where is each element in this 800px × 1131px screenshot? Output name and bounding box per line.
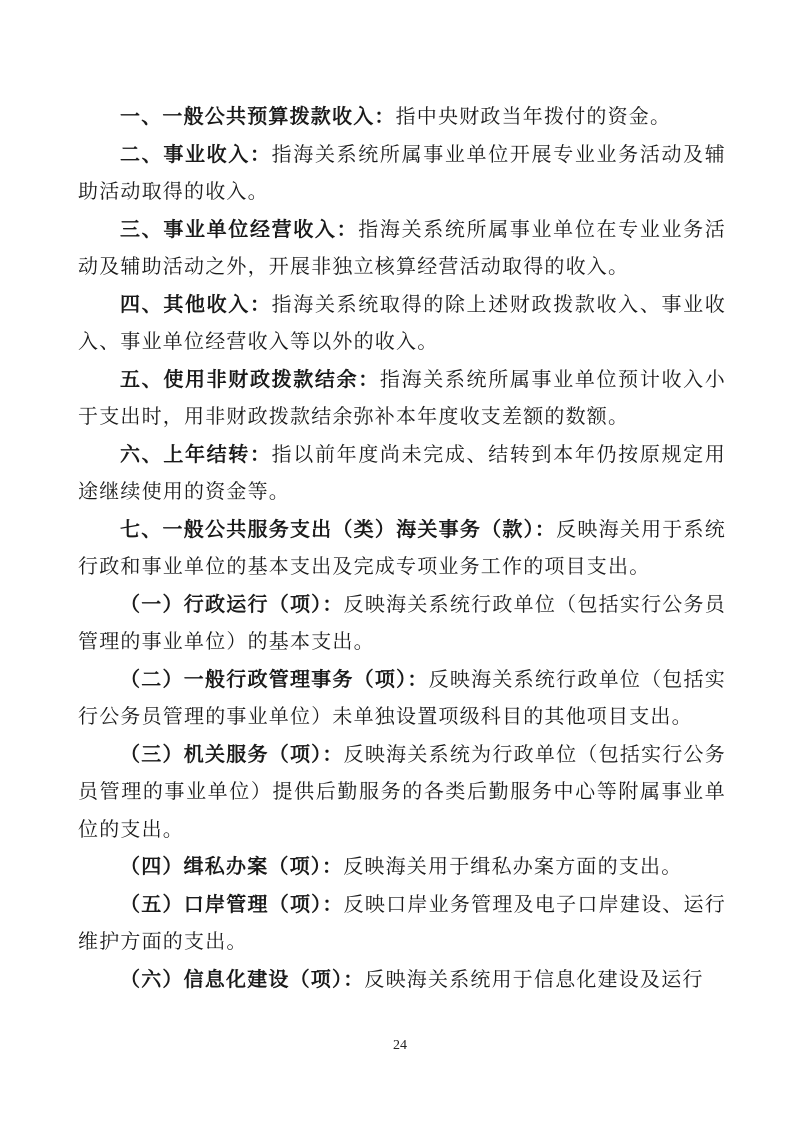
- term-definition: 指中央财政当年拨付的资金。: [395, 104, 672, 128]
- paragraph-operating-income: [78, 211, 726, 286]
- term-definition: 指海关系统所属事业单位开展专业业务活动及辅助活动取得的收入。: [78, 141, 727, 203]
- term-label: （二）一般行政管理事务（项）：: [120, 666, 429, 691]
- paragraph-administrative-operation: [78, 586, 726, 661]
- paragraph-previous-year-carryover: [78, 436, 726, 511]
- term-definition: 反映海关系统行政单位（包括实行公务员管理的事业单位）未单独设置项级科目的其他项目支出。: [78, 666, 726, 728]
- paragraph-port-management: [78, 886, 726, 961]
- term-definition: 指以前年度尚未完成、结转到本年仍按原规定用途继续使用的资金等。: [78, 441, 727, 503]
- term-label: （三）机关服务（项）：: [120, 741, 344, 766]
- term-label: 一、一般公共预算拨款收入：: [120, 104, 396, 128]
- paragraph-general-administration: [78, 661, 726, 736]
- term-definition: 反映口岸业务管理及电子口岸建设、运行维护方面的支出。: [78, 891, 726, 953]
- page-number: 24: [393, 1038, 407, 1053]
- term-label: （五）口岸管理（项）：: [120, 891, 344, 916]
- term-label: （六）信息化建设（项）：: [120, 966, 365, 991]
- term-label: 五、使用非财政拨款结余：: [120, 366, 380, 391]
- term-label: 七、一般公共服务支出（类）海关事务（款）：: [120, 516, 557, 541]
- term-definition: 指海关系统取得的除上述财政拨款收入、事业收入、事业单位经营收入等以外的收入。: [78, 291, 727, 353]
- term-label: （四）缉私办案（项）：: [120, 854, 344, 878]
- term-definition: 指海关系统所属事业单位预计收入小于支出时，用非财政拨款结余弥补本年度收支差额的数额。: [78, 366, 727, 428]
- term-label: 四、其他收入：: [120, 291, 272, 316]
- paragraph-general-budget-income: [78, 98, 726, 136]
- paragraph-non-fiscal-surplus: [78, 361, 726, 436]
- term-definition: 反映海关用于系统行政和事业单位的基本支出及完成专项业务工作的项目支出。: [78, 516, 726, 578]
- term-label: （一）行政运行（项）：: [120, 591, 344, 616]
- paragraph-customs-affairs: [78, 511, 726, 586]
- term-label: 二、事业收入：: [120, 141, 272, 166]
- term-definition: 反映海关用于缉私办案方面的支出。: [343, 854, 683, 878]
- term-label: 六、上年结转：: [120, 441, 272, 466]
- term-definition: 反映海关系统用于信息化建设及运行: [364, 966, 704, 991]
- document-body: [78, 98, 726, 998]
- paragraph-informatization: [78, 961, 726, 999]
- paragraph-anti-smuggling: [78, 848, 726, 886]
- term-definition: 反映海关系统行政单位（包括实行公务员管理的事业单位）的基本支出。: [78, 591, 726, 653]
- term-definition: 反映海关系统为行政单位（包括实行公务员管理的事业单位）提供后勤服务的各类后勤服务中心等附属事业单位的支出。: [78, 741, 726, 841]
- paragraph-other-income: [78, 286, 726, 361]
- paragraph-business-income: [78, 136, 726, 211]
- term-definition: 指海关系统所属事业单位在专业业务活动及辅助活动之外，开展非独立核算经营活动取得的收入。: [78, 216, 726, 278]
- paragraph-agency-services: [78, 736, 726, 849]
- term-label: 三、事业单位经营收入：: [120, 216, 359, 241]
